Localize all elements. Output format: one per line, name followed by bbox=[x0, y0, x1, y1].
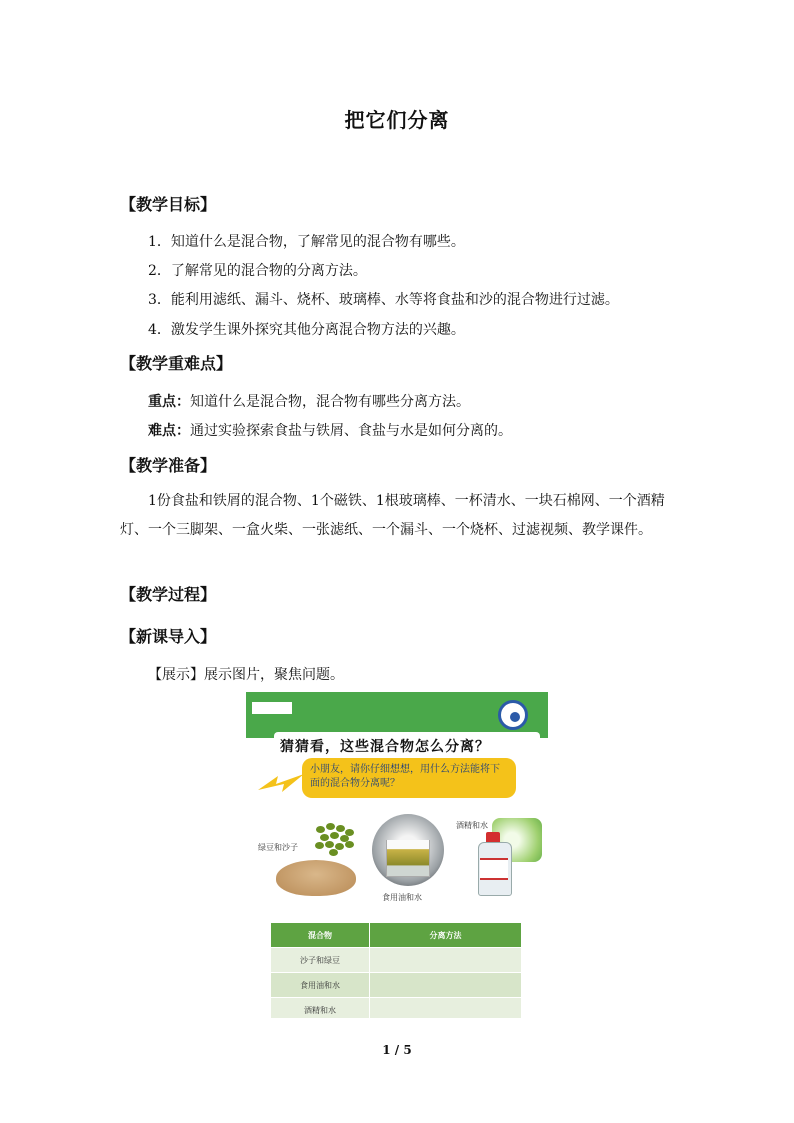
lesson-picture bbox=[246, 692, 548, 1018]
page-title: 把它们分离 bbox=[344, 108, 450, 132]
focus-line bbox=[148, 392, 708, 412]
page-number: 1 / 5 bbox=[382, 1043, 412, 1057]
lightning-icon bbox=[256, 766, 306, 796]
preparation-heading: 【教学准备】 bbox=[120, 456, 217, 475]
table-header-method: 分离方法 bbox=[370, 923, 522, 948]
difficulty-line bbox=[148, 421, 708, 441]
display-line: 【展示】展示图片，聚焦问题。 bbox=[148, 667, 344, 683]
mixture-table bbox=[270, 922, 522, 1018]
table-cell-mixture: 酒精和水 bbox=[271, 998, 370, 1019]
process-heading: 【教学过程】 bbox=[120, 585, 217, 604]
label-beans-sand: 绿豆和沙子 bbox=[258, 843, 298, 852]
table-row bbox=[271, 973, 522, 998]
focus-label: 重点： bbox=[148, 394, 190, 410]
keypoints-heading: 【教学重难点】 bbox=[120, 354, 233, 373]
difficulty-label: 难点： bbox=[148, 423, 190, 439]
objective-item-1: 1．知道什么是混合物，了解常见的混合物有哪些。 bbox=[148, 234, 465, 250]
table-cell-method bbox=[370, 948, 522, 973]
objective-item-4: 4．激发学生课外探究其他分离混合物方法的兴趣。 bbox=[148, 322, 465, 338]
robot-mascot-icon bbox=[498, 700, 528, 730]
alcohol-bottle-label bbox=[480, 858, 508, 880]
label-oil-water: 食用油和水 bbox=[382, 893, 422, 902]
intro-heading: 【新课导入】 bbox=[120, 627, 217, 646]
table-cell-method bbox=[370, 998, 522, 1019]
label-alcohol-water: 酒精和水 bbox=[456, 821, 488, 830]
oil-water-glass-image bbox=[386, 840, 430, 877]
preparation-text: 1份食盐和铁屑的混合物、1个磁铁、1根玻璃棒、一杯清水、一块石棉网、一个酒精灯、一个三脚架、一盒火柴、一张滤纸、一个漏斗、一个烧杯、过滤视频、教学课件。 bbox=[120, 493, 665, 538]
objective-item-2: 2．了解常见的混合物的分离方法。 bbox=[148, 263, 367, 279]
banner-tab bbox=[252, 702, 292, 714]
green-beans-image bbox=[312, 820, 356, 856]
table-cell-method bbox=[370, 973, 522, 998]
table-header-mixture: 混合物 bbox=[271, 923, 370, 948]
table-row bbox=[271, 998, 522, 1019]
sand-pile-image bbox=[276, 860, 356, 896]
table-row bbox=[271, 948, 522, 973]
objective-item-3: 3．能利用滤纸、漏斗、烧杯、玻璃棒、水等将食盐和沙的混合物进行过滤。 bbox=[148, 292, 619, 308]
difficulty-text: 通过实验探索食盐与铁屑、食盐与水是如何分离的。 bbox=[190, 423, 512, 439]
picture-question: 猜猜看，这些混合物怎么分离？ bbox=[274, 732, 540, 762]
speech-bubble: 小朋友，请你仔细想想，用什么方法能将下面的混合物分离呢？ bbox=[302, 758, 516, 798]
table-cell-mixture: 食用油和水 bbox=[271, 973, 370, 998]
focus-text: 知道什么是混合物，混合物有哪些分离方法。 bbox=[190, 394, 470, 410]
table-cell-mixture: 沙子和绿豆 bbox=[271, 948, 370, 973]
objectives-heading: 【教学目标】 bbox=[120, 195, 217, 214]
